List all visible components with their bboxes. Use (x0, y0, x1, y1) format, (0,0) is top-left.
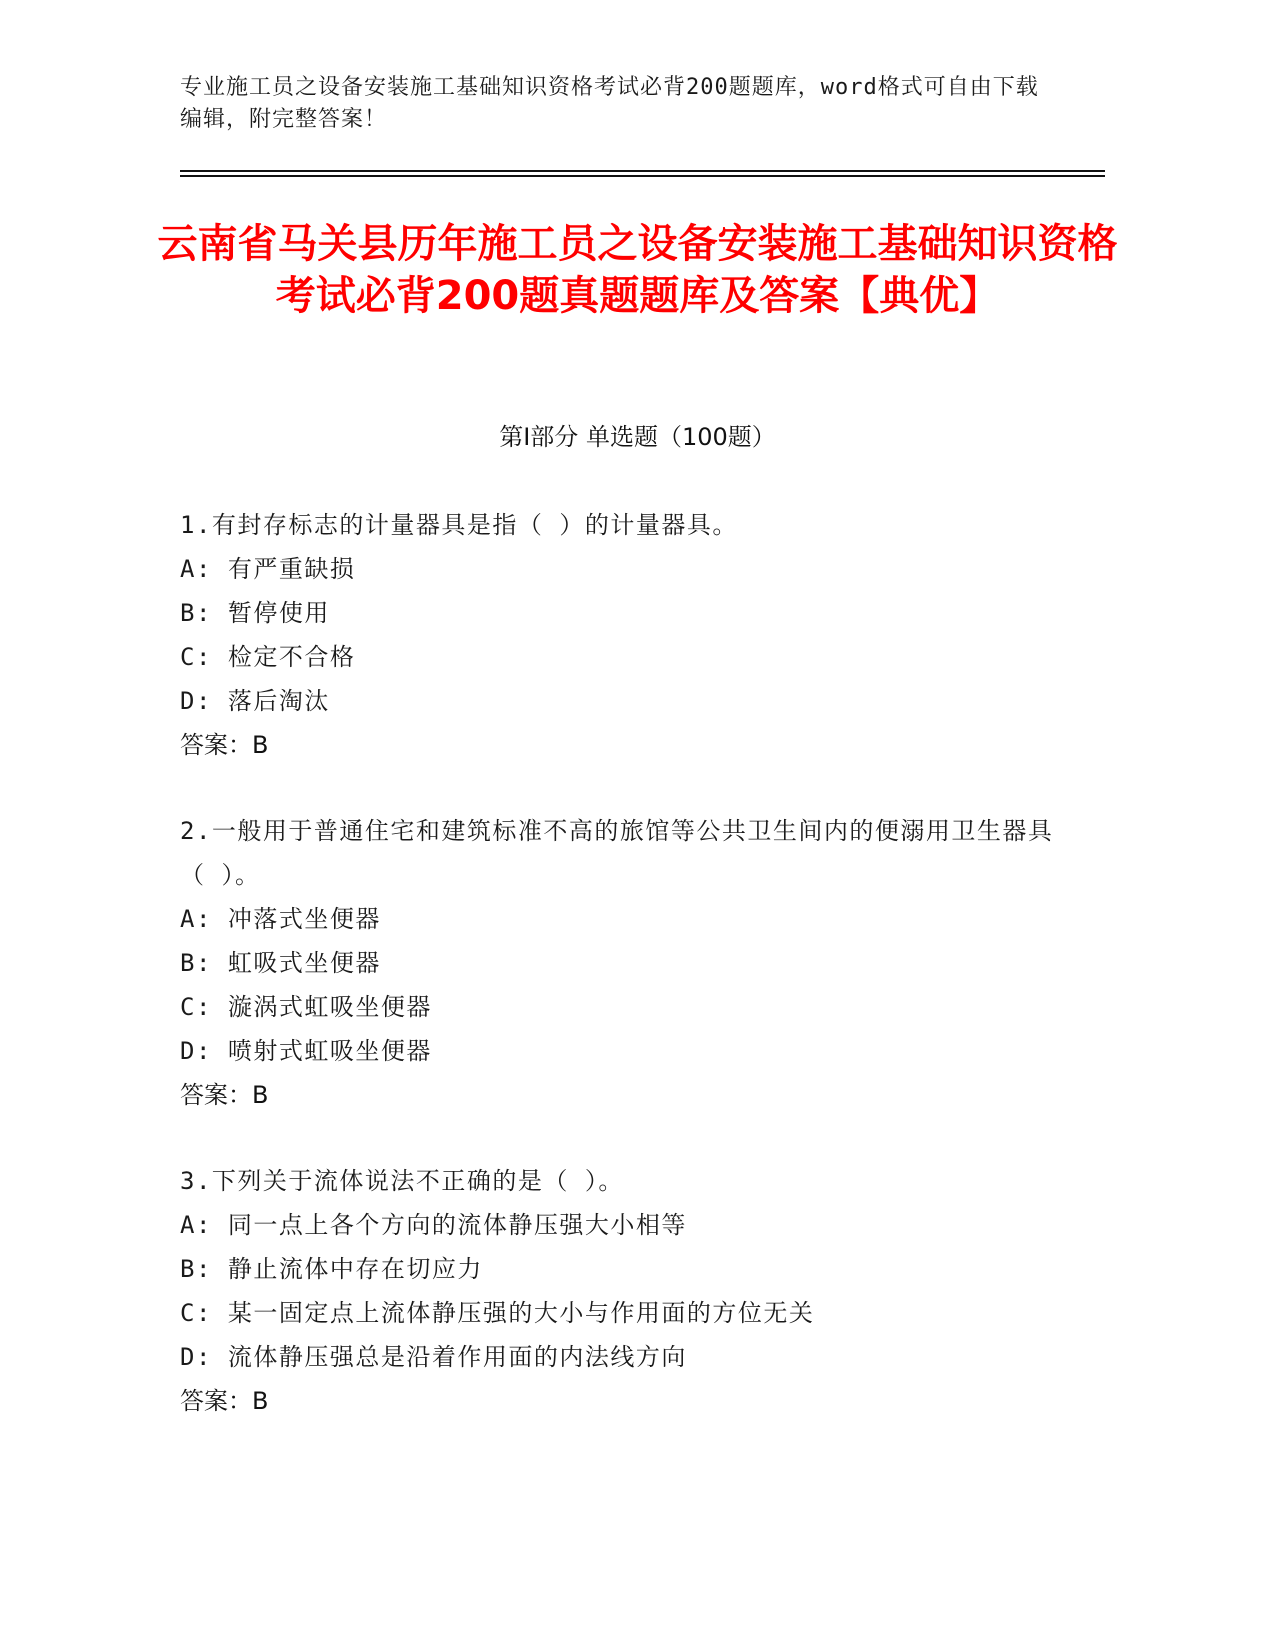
header-note: 专业施工员之设备安装施工基础知识资格考试必背200题题库，word格式可自由下载编辑，附完整答案！ (180, 75, 1039, 132)
question-text: 1.有封存标志的计量器具是指（ ）的计量器具。 (180, 511, 738, 539)
option-c: C: 漩涡式虹吸坐便器 (180, 993, 432, 1021)
header-divider-bottom (180, 175, 1105, 177)
option-b: B: 静止流体中存在切应力 (180, 1255, 483, 1283)
section-heading: 第I部分 单选题（100题） (499, 423, 776, 451)
question-item (180, 1159, 1060, 1423)
option-b: B: 暂停使用 (180, 599, 330, 627)
option-a: A: 同一点上各个方向的流体静压强大小相等 (180, 1211, 687, 1239)
option-c: C: 检定不合格 (180, 643, 356, 671)
option-d: D: 流体静压强总是沿着作用面的内法线方向 (180, 1343, 687, 1371)
option-b: B: 虹吸式坐便器 (180, 949, 381, 977)
answer-line: 答案：B (180, 1387, 269, 1415)
question-text: 3.下列关于流体说法不正确的是（ ）。 (180, 1167, 624, 1195)
option-d: D: 喷射式虹吸坐便器 (180, 1037, 432, 1065)
answer-line: 答案：B (180, 731, 269, 759)
option-a: A: 有严重缺损 (180, 555, 356, 583)
answer-line: 答案：B (180, 1081, 269, 1109)
question-item (180, 503, 1060, 767)
option-c: C: 某一固定点上流体静压强的大小与作用面的方位无关 (180, 1299, 815, 1327)
question-item (180, 809, 1060, 1117)
header-divider-top (180, 170, 1105, 172)
document-title: 云南省马关县历年施工员之设备安装施工基础知识资格考试必背200题真题题库及答案【典优】 (157, 221, 1118, 319)
option-d: D: 落后淘汰 (180, 687, 330, 715)
question-text: 2.一般用于普通住宅和建筑标准不高的旅馆等公共卫生间内的便溺用卫生器具（ ）。 (180, 817, 1054, 889)
question-list (180, 503, 1060, 1465)
option-a: A: 冲落式坐便器 (180, 905, 381, 933)
